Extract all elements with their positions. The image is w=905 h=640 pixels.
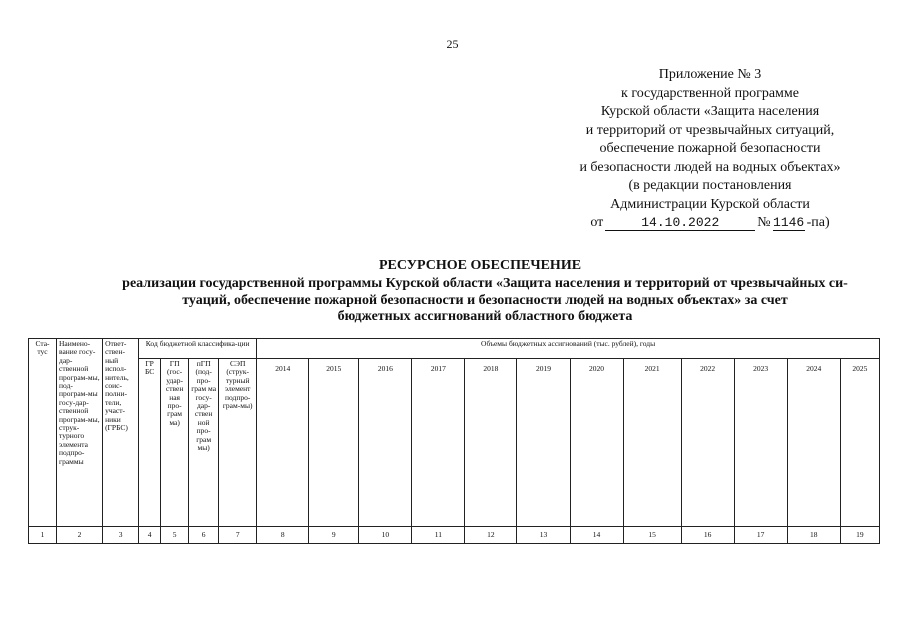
header-year: 2021 bbox=[623, 359, 681, 527]
column-number: 6 bbox=[189, 527, 219, 544]
appendix-line: обеспечение пожарной безопасности bbox=[599, 141, 821, 156]
resolution-number: 1146 bbox=[773, 215, 805, 230]
header-pgp: пГП (под-про-грам ма госу-дар-ствен ной про-грам мы) bbox=[189, 359, 219, 527]
column-number: 1 bbox=[29, 527, 57, 544]
column-number: 2 bbox=[57, 527, 103, 544]
header-year: 2020 bbox=[570, 359, 623, 527]
header-status: Ста-тус bbox=[29, 339, 57, 527]
column-number: 7 bbox=[219, 527, 257, 544]
subtitle-line: бюджетных ассигнований областного бюджета bbox=[337, 309, 633, 324]
column-number: 14 bbox=[570, 527, 623, 544]
header-year: 2017 bbox=[412, 359, 465, 527]
date-prefix: от bbox=[590, 215, 604, 230]
header-year: 2014 bbox=[257, 359, 309, 527]
column-number: 10 bbox=[359, 527, 412, 544]
column-number: 18 bbox=[787, 527, 840, 544]
appendix-line: Приложение № 3 bbox=[658, 67, 762, 82]
header-year: 2015 bbox=[309, 359, 359, 527]
header-year: 2019 bbox=[517, 359, 570, 527]
column-number: 19 bbox=[840, 527, 879, 544]
header-year: 2018 bbox=[465, 359, 517, 527]
appendix-line: и территорий от чрезвычайных ситуаций, bbox=[585, 122, 835, 138]
subtitle-line: реализации государственной программы Курской области «Защита населения и территорий от чрезвычайных си- bbox=[122, 276, 848, 291]
resolution-date: 14.10.2022 bbox=[605, 216, 755, 231]
column-number: 17 bbox=[734, 527, 787, 544]
appendix-line: (в редакции постановления bbox=[628, 178, 792, 193]
budget-table bbox=[28, 338, 880, 544]
header-budget-volume: Объемы бюджетных ассигнований (тыс. рублей), годы bbox=[257, 339, 880, 359]
header-year: 2022 bbox=[681, 359, 734, 527]
column-number: 16 bbox=[681, 527, 734, 544]
header-grbs: ГР БС bbox=[139, 359, 161, 527]
number-prefix: № bbox=[757, 215, 771, 230]
column-number: 9 bbox=[309, 527, 359, 544]
header-sep: СЭП (струк-турный элемент подпро-грам-мы) bbox=[219, 359, 257, 527]
appendix-date-line bbox=[560, 214, 860, 233]
header-program-name: Наимено-вание госу-дар-ственной програм-мы, под-програм-мы госу-дар-ственной програм-мы, струк-турного элемента подпро-граммы bbox=[57, 339, 103, 527]
appendix-block bbox=[560, 66, 860, 233]
page-number: 25 bbox=[446, 37, 459, 51]
number-suffix: -па) bbox=[806, 215, 830, 230]
column-number-row bbox=[29, 527, 880, 544]
column-number: 5 bbox=[161, 527, 189, 544]
table-header-row bbox=[29, 339, 880, 359]
column-number: 4 bbox=[139, 527, 161, 544]
column-number: 15 bbox=[623, 527, 681, 544]
document-subtitle bbox=[80, 276, 890, 326]
document-title: РЕСУРСНОЕ ОБЕСПЕЧЕНИЕ bbox=[378, 258, 582, 273]
column-number: 13 bbox=[517, 527, 570, 544]
appendix-line: Администрации Курской области bbox=[610, 196, 810, 212]
appendix-line: Курской области «Защита населения bbox=[600, 104, 820, 119]
column-number: 3 bbox=[103, 527, 139, 544]
subtitle-line: туаций, обеспечение пожарной безопасности и безопасности людей на водных объектах» за счет bbox=[182, 292, 788, 308]
appendix-line: к государственной программе bbox=[621, 85, 799, 101]
header-year: 2025 bbox=[840, 359, 879, 527]
appendix-line: и безопасности людей на водных объектах» bbox=[579, 159, 841, 175]
header-year: 2024 bbox=[787, 359, 840, 527]
column-number: 11 bbox=[412, 527, 465, 544]
header-year: 2023 bbox=[734, 359, 787, 527]
header-budget-code: Код бюджетной классифика-ции bbox=[139, 339, 257, 359]
table-subheader-row bbox=[29, 359, 880, 527]
header-responsible: Ответ-ствен-ный испол-нитель, соис-полни-тели, участ-ники (ГРБС) bbox=[103, 339, 139, 527]
column-number: 8 bbox=[257, 527, 309, 544]
header-year: 2016 bbox=[359, 359, 412, 527]
column-number: 12 bbox=[465, 527, 517, 544]
header-gp: ГП (гос-удар-ствен ная про-грам ма) bbox=[161, 359, 189, 527]
